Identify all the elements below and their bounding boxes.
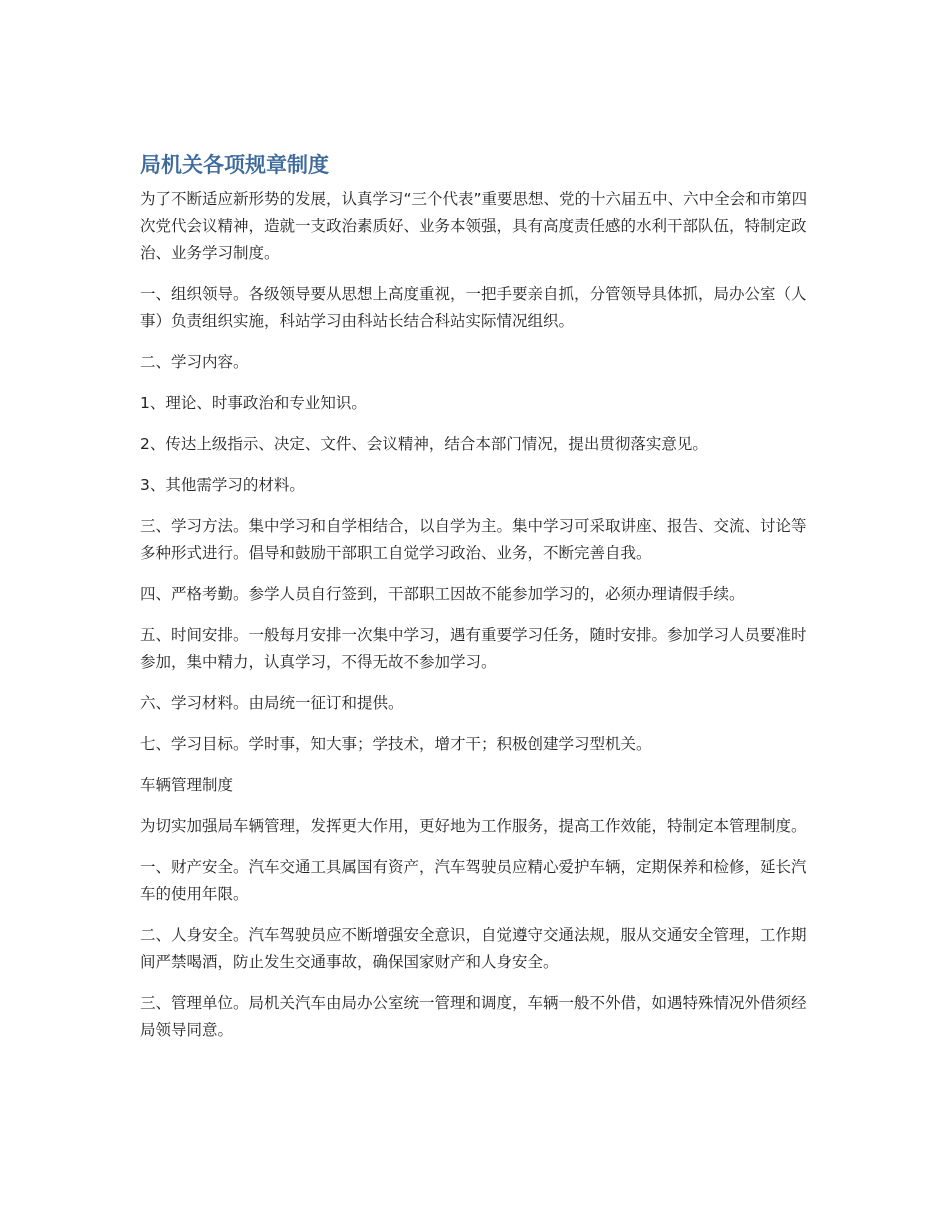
document-title: 局机关各项规章制度 [140,153,329,177]
paragraph: 二、学习内容。 [140,353,249,371]
paragraph: 七、学习目标。学时事，知大事；学技术，增才干；积极创建学习型机关。 [140,735,652,753]
paragraph: 六、学习材料。由局统一征订和提供。 [140,694,404,712]
paragraph: 三、学习方法。集中学习和自学相结合，以自学为主。集中学习可采取讲座、报告、交流、讨论等多种形式进行。倡导和鼓励干部职工自觉学习政治、业务，不断完善自我。 [140,517,807,562]
paragraph: 二、人身安全。汽车驾驶员应不断增强安全意识，自觉遵守交通法规，服从交通安全管理，工作期间严禁喝酒，防止发生交通事故，确保国家财产和人身安全。 [140,926,807,971]
section-heading: 车辆管理制度 [140,776,234,794]
document-body [140,186,812,1044]
paragraph: 一、财产安全。汽车交通工具属国有资产，汽车驾驶员应精心爱护车辆，定期保养和检修，延长汽车的使用年限。 [140,858,807,903]
paragraph: 2、传达上级指示、决定、文件、会议精神，结合本部门情况，提出贯彻落实意见。 [140,435,708,453]
paragraph: 3、其他需学习的材料。 [140,476,305,494]
paragraph: 为了不断适应新形势的发展，认真学习“三个代表”重要思想、党的十六届五中、六中全会和市第四次党代会议精神，造就一支政治素质好、业务本领强，具有高度责任感的水利干部队伍，特制定政治、业务学习制度。 [140,190,808,262]
paragraph: 三、管理单位。局机关汽车由局办公室统一管理和调度，车辆一般不外借，如遇特殊情况外借须经局领导同意。 [140,994,807,1039]
paragraph: 四、严格考勤。参学人员自行签到，干部职工因故不能参加学习的，必须办理请假手续。 [140,585,745,603]
paragraph: 一、组织领导。各级领导要从思想上高度重视，一把手要亲自抓，分管领导具体抓，局办公室（人事）负责组织实施，科站学习由科站长结合科站实际情况组织。 [140,285,807,330]
paragraph: 为切实加强局车辆管理，发挥更大作用，更好地为工作服务，提高工作效能，特制定本管理制度。 [140,817,807,835]
document-page [140,150,812,1058]
paragraph: 五、时间安排。一般每月安排一次集中学习，遇有重要学习任务，随时安排。参加学习人员要准时参加，集中精力，认真学习，不得无故不参加学习。 [140,626,807,671]
paragraph: 1、理论、时事政治和专业知识。 [140,394,367,412]
